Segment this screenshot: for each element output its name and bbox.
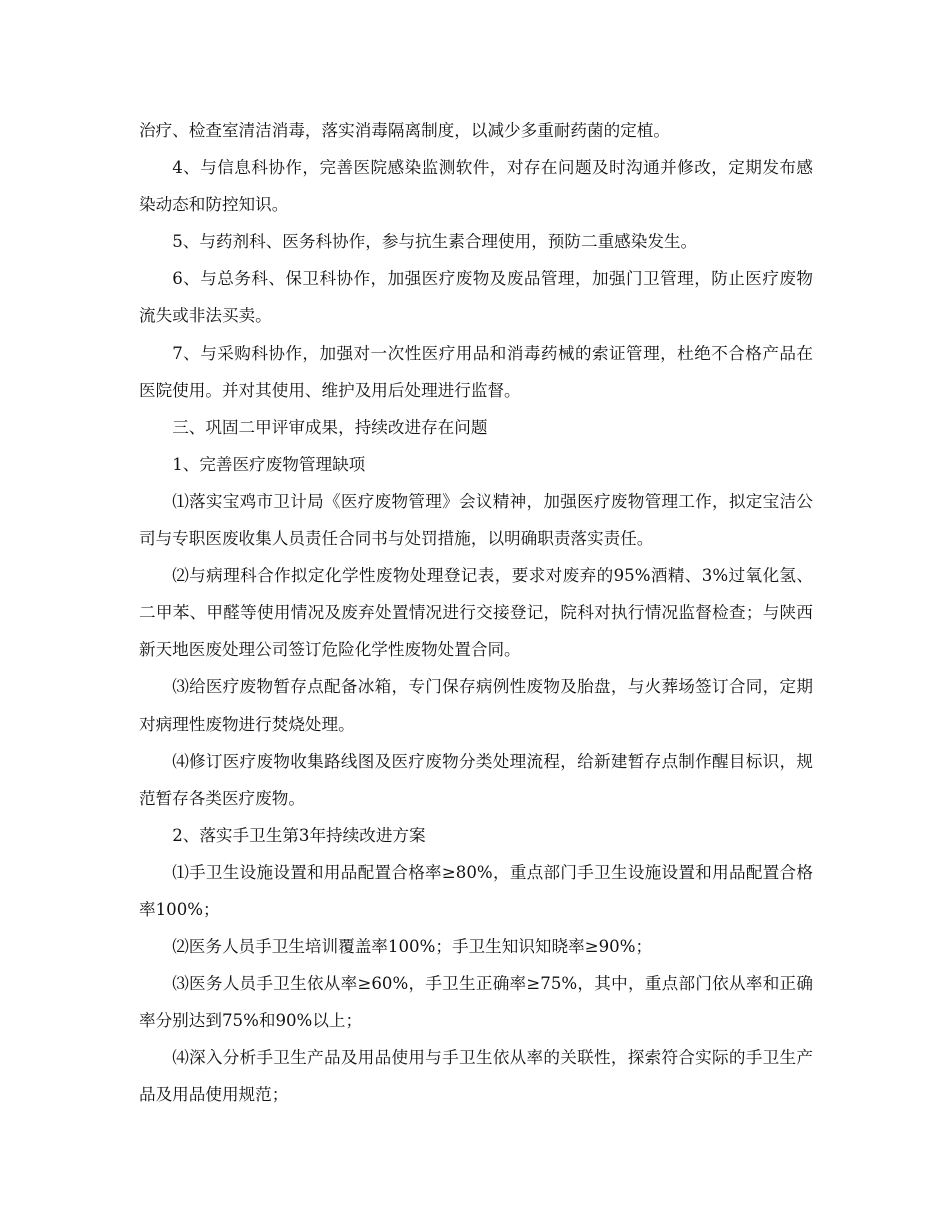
document-body bbox=[139, 112, 813, 1114]
paragraph-hospital-cleaning: 治疗、检查室清洁消毒，落实消毒隔离制度，以减少多重耐药菌的定植。 bbox=[139, 121, 670, 140]
paragraph-item-6-general-affairs: 6、与总务科、保卫科协作，加强医疗废物及废品管理，加强门卫管理，防止医疗废物流失或非法买卖。 bbox=[139, 269, 813, 326]
paragraph-waste-4: ⑷修订医疗废物收集路线图及医疗废物分类处理流程，给新建暂存点制作醒目标识，规范暂存各类医疗废物。 bbox=[139, 751, 813, 808]
paragraph-hand-hygiene-4: ⑷深入分析手卫生产品及用品使用与手卫生依从率的关联性，探索符合实际的手卫生产品及用品使用规范； bbox=[139, 1048, 813, 1105]
section-heading-3: 三、巩固二甲评审成果，持续改进存在问题 bbox=[172, 417, 488, 437]
paragraph-item-5-pharmacy: 5、与药剂科、医务科协作，参与抗生素合理使用，预防二重感染发生。 bbox=[172, 232, 698, 252]
paragraph-item-4-info-dept: 4、与信息科协作，完善医院感染监测软件，对存在问题及时沟通并修改，定期发布感染动态和防控知识。 bbox=[139, 158, 813, 215]
subsection-heading-1: 1、完善医疗废物管理缺项 bbox=[172, 454, 366, 474]
paragraph-hand-hygiene-1: ⑴手卫生设施设置和用品配置合格率≥80%，重点部门手卫生设施设置和用品配置合格率100%； bbox=[139, 862, 813, 919]
paragraph-waste-3: ⑶给医疗废物暂存点配备冰箱，专门保存病例性废物及胎盘，与火葬场签订合同，定期对病理性废物进行焚烧处理。 bbox=[139, 677, 813, 734]
paragraph-waste-2: ⑵与病理科合作拟定化学性废物处理登记表，要求对废弃的95%酒精、3%过氧化氢、二甲苯、甲醛等使用情况及废弃处置情况进行交接登记，院科对执行情况监督检查；与陕西新天地医废处理公司签订危险化学性废物处置合同。 bbox=[139, 566, 813, 660]
paragraph-item-7-procurement: 7、与采购科协作，加强对一次性医疗用品和消毒药械的索证管理，杜绝不合格产品在医院使用。并对其使用、维护及用后处理进行监督。 bbox=[139, 343, 813, 400]
paragraph-hand-hygiene-3: ⑶医务人员手卫生依从率≥60%，手卫生正确率≥75%，其中，重点部门依从率和正确率分别达到75%和90%以上； bbox=[139, 974, 813, 1031]
paragraph-waste-1: ⑴落实宝鸡市卫计局《医疗废物管理》会议精神，加强医疗废物管理工作，拟定宝洁公司与专职医废收集人员责任合同书与处罚措施，以明确职责落实责任。 bbox=[139, 491, 813, 549]
subsection-heading-2: 2、落实手卫生第3年持续改进方案 bbox=[172, 825, 426, 845]
paragraph-hand-hygiene-2: ⑵医务人员手卫生培训覆盖率100%；手卫生知识知晓率≥90%； bbox=[172, 937, 653, 957]
